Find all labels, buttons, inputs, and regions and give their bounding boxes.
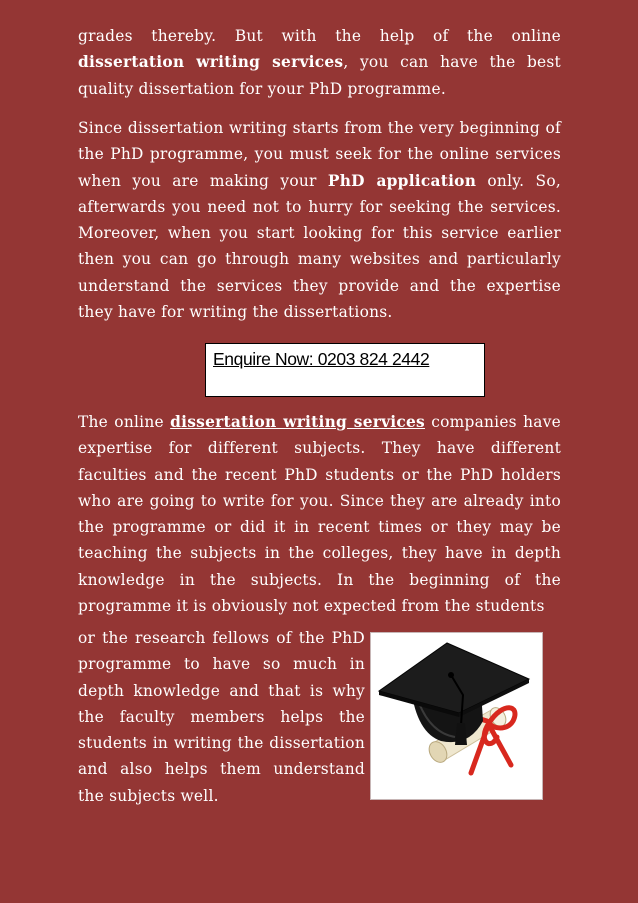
dissertation-services-link[interactable]: dissertation writing services (170, 413, 425, 431)
paragraph-1 (78, 23, 561, 102)
graduation-image (370, 632, 543, 800)
paragraph-text: companies have expertise for different subjects. They have different faculties and the recent PhD students or the PhD holders who are going to write for you. Since they are already into the programme or did it in recent times or they may be teaching the subjects in the colleges, they have in depth knowledge in the subjects. In the beginning of the programme it is obviously not expected from the students (78, 413, 561, 616)
paragraph-text: or the research fellows of the PhD programme to have so much in depth knowledge and that is why the faculty members helps the students in writing the dissertation and also helps them understand the subjects well. (78, 629, 365, 805)
graduation-cap-icon (371, 633, 542, 799)
paragraph-4 (78, 625, 365, 809)
paragraph-text: The online (78, 413, 171, 431)
paragraph-text: grades thereby. But with the help of the online (78, 27, 561, 45)
paragraph-text: Since dissertation writing starts from the very beginning of the PhD programme, you must seek for the online services when you are making your (78, 119, 561, 190)
enquire-box[interactable] (205, 343, 485, 397)
paragraph-text: only. So, afterwards you need not to hurry for seeking the services. Moreover, when you start looking for this service earlier then you can go through many websites and particularly understand the services they provide and the expertise they have for writing the dissertations. (78, 171, 561, 322)
enquire-link[interactable]: Enquire Now: 0203 824 2442 (213, 349, 430, 369)
bold-phrase: PhD application (327, 171, 477, 190)
paragraph-2 (78, 115, 561, 325)
bold-phrase: dissertation writing services (78, 53, 344, 72)
paragraph-text: , you can have the best quality dissertation for your PhD programme. (78, 53, 561, 98)
paragraph-3 (78, 409, 561, 619)
